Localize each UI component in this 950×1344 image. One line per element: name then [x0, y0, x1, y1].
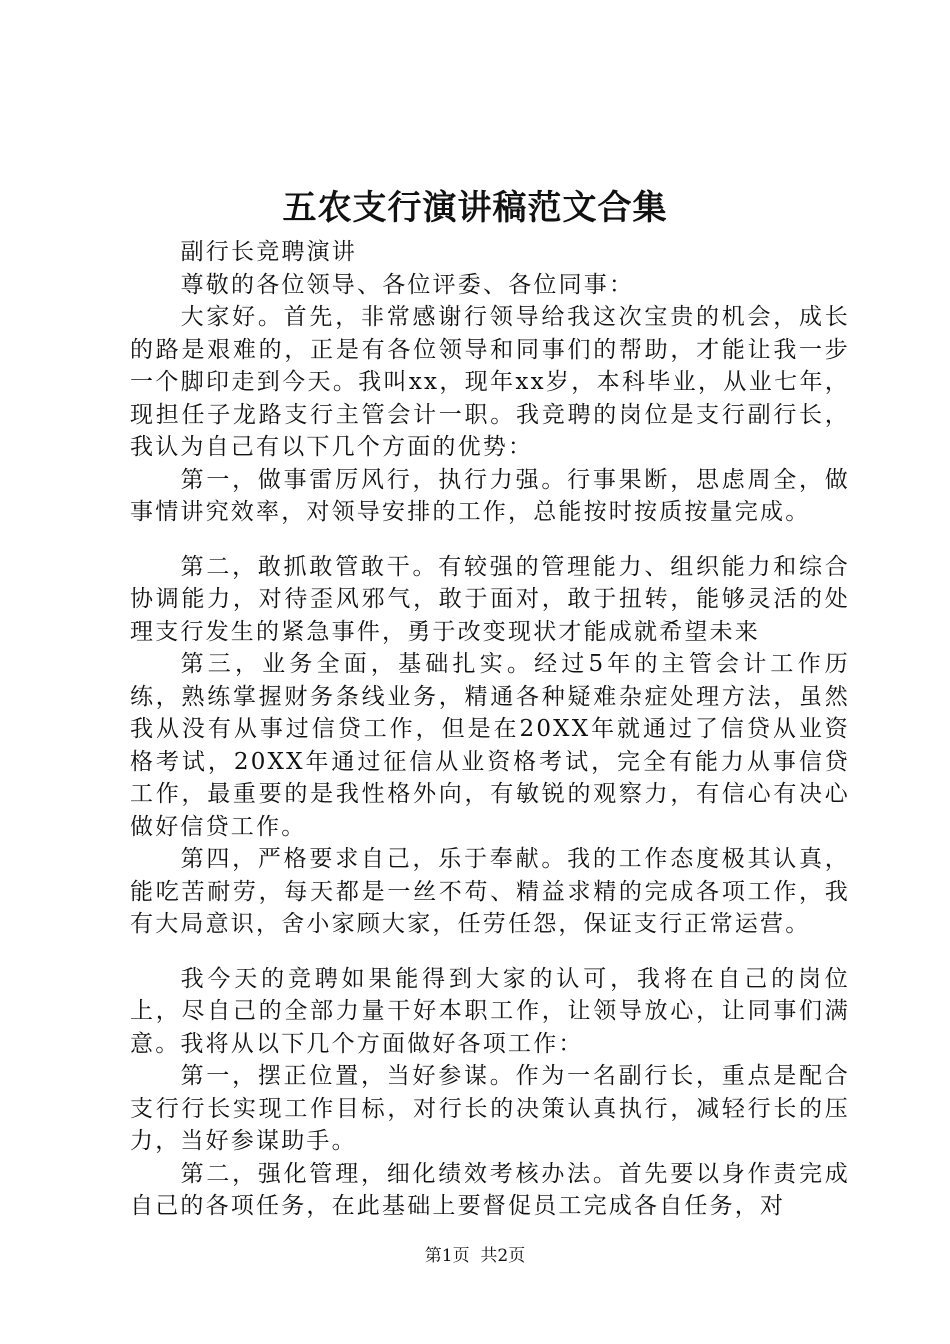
paragraph-advantage-4: 第四，严格要求自己，乐于奉献。我的工作态度极其认真，能吃苦耐劳，每天都是一丝不苟、精益求精的完成各项工作，我有大局意识，舍小家顾大家，任劳任怨，保证支行正常运营。 — [130, 846, 850, 937]
footer-spacer — [470, 1246, 481, 1266]
document-body — [130, 236, 850, 1223]
page-total: 共2页 — [480, 1246, 526, 1266]
paragraph-advantage-1: 第一，做事雷厉风行，执行力强。行事果断，思虑周全，做事情讲究效率，对领导安排的工作，总能按时按质按量完成。 — [130, 466, 850, 525]
document-title: 五农支行演讲稿范文合集 — [282, 188, 668, 228]
paragraph-advantage-3: 第三，业务全面，基础扎实。经过5年的主管会计工作历练，熟练掌握财务条线业务，精通各种疑难杂症处理方法，虽然我从没有从事过信贷工作，但是在20XX年就通过了信贷从业资格考试，20XX年通过征信从业资格考试，完全有能力从事信贷工作，最重要的是我性格外向，有敏锐的观察力，有信心有决心做好信贷工作。 — [130, 651, 850, 840]
page-footer — [0, 1244, 950, 1268]
paragraph-salutation: 尊敬的各位领导、各位评委、各位同事： — [180, 271, 635, 298]
paragraph-plan-2: 第二，强化管理，细化绩效考核办法。首先要以身作责完成自己的各项任务，在此基础上要督促员工完成各自任务，对 — [130, 1160, 850, 1219]
paragraph-plan-1: 第一，摆正位置，当好参谋。作为一名副行长，重点是配合支行行长实现工作目标，对行长的决策认真执行，减轻行长的压力，当好参谋助手。 — [130, 1063, 850, 1154]
paragraph-advantage-2: 第二，敢抓敢管敢干。有较强的管理能力、组织能力和综合协调能力，对待歪风邪气，敢于面对，敢于扭转，能够灵活的处理支行发生的紧急事件，勇于改变现状才能成就希望未来 — [130, 553, 850, 645]
paragraph-subtitle: 副行长竞聘演讲 — [180, 239, 357, 265]
page-number: 第1页 — [424, 1246, 470, 1266]
paragraph-commitment: 我今天的竞聘如果能得到大家的认可，我将在自己的岗位上，尽自己的全部力量干好本职工作，让领导放心，让同事们满意。我将从以下几个方面做好各项工作： — [130, 965, 850, 1057]
paragraph-introduction: 大家好。首先，非常感谢行领导给我这次宝贵的机会，成长的路是艰难的，正是有各位领导和同事们的帮助，才能让我一步一个脚印走到今天。我叫xx，现年xx岁，本科毕业，从业七年，现担任子龙路支行主管会计一职。我竞聘的岗位是支行副行长，我认为自己有以下几个方面的优势： — [130, 304, 850, 460]
